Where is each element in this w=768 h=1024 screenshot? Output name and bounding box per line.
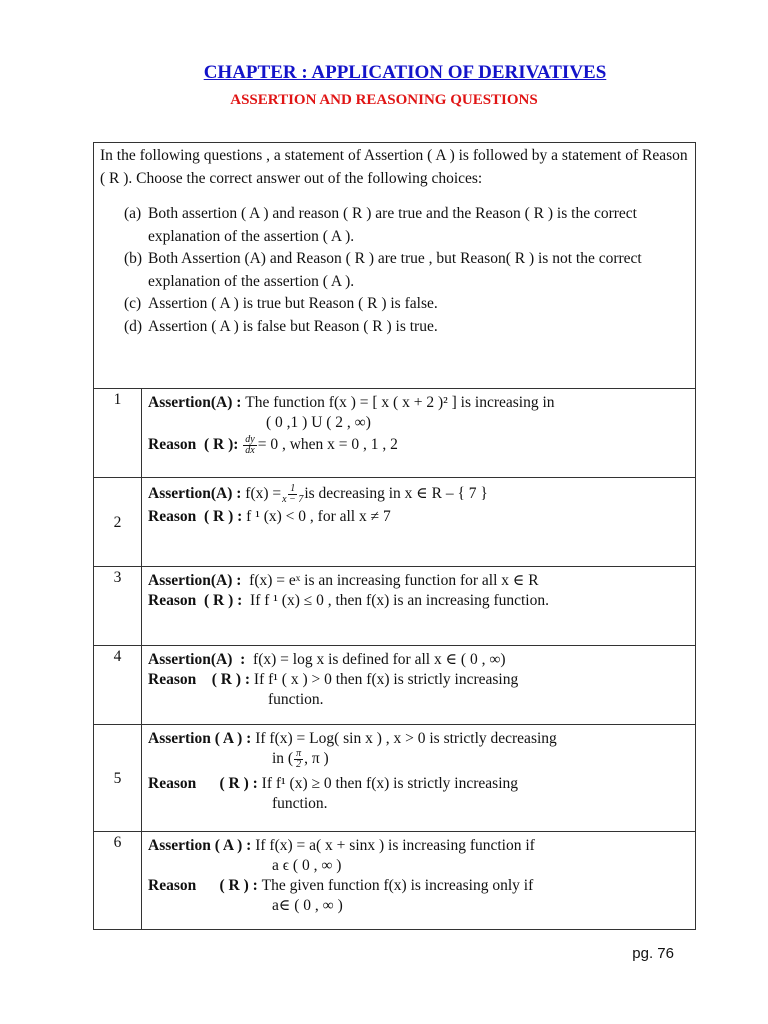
fraction-denominator: dx — [245, 445, 255, 456]
choice-a — [124, 203, 689, 248]
assertion-text: If f(x) = a( x + sinx ) is increasing function if — [255, 837, 535, 854]
question-cell — [142, 646, 696, 725]
fraction-denominator: 2 — [296, 759, 302, 770]
choice-text: Both assertion ( A ) and reason ( R ) are true and the Reason ( R ) is the correct explanation of the assertion ( A ). — [148, 205, 637, 245]
chapter-title: CHAPTER : APPLICATION OF DERIVATIVES — [203, 62, 607, 83]
choice-b — [124, 248, 689, 293]
section-subtitle: ASSERTION AND REASONING QUESTIONS — [230, 92, 538, 108]
assertion-text: f(x) = log x is defined for all x ∈ ( 0 , ∞) — [253, 651, 506, 668]
question-cell — [142, 567, 696, 646]
intro-cell — [94, 143, 696, 389]
reason-text: If f ¹ (x) ≤ 0 , then f(x) is an increasing function. — [250, 592, 549, 609]
reason-continuation: function. — [268, 691, 324, 708]
choice-label: (b) — [124, 250, 143, 267]
question-row — [94, 478, 696, 567]
question-number: 2 — [94, 478, 142, 567]
questions-table — [93, 142, 696, 930]
interval-close: , π ) — [304, 750, 329, 768]
fraction-denominator: x − 7 — [282, 494, 304, 505]
question-cell — [142, 478, 696, 567]
question-row — [94, 725, 696, 832]
choice-text: Assertion ( A ) is true but Reason ( R ) is false. — [148, 295, 438, 312]
intro-row — [94, 143, 696, 389]
assertion-continuation: ( 0 ,1 ) U ( 2 , ∞) — [266, 414, 371, 431]
assertion-label: Assertion(A) : — [148, 651, 254, 668]
choice-d — [124, 316, 689, 339]
assertion-label: Assertion ( A ) : — [148, 837, 256, 854]
fraction-numerator: 1 — [290, 483, 296, 494]
reason-text: If f¹ (x) ≥ 0 then f(x) is strictly increasing — [261, 775, 518, 792]
choice-label: (c) — [124, 295, 142, 312]
question-row — [94, 832, 696, 930]
question-row — [94, 646, 696, 725]
interval-open: in ( — [272, 750, 294, 768]
fraction — [282, 484, 303, 505]
fraction — [294, 749, 303, 770]
choice-list — [124, 203, 689, 338]
fraction-numerator: dy — [245, 434, 255, 445]
choice-label: (d) — [124, 317, 143, 335]
assertion-text: The function f(x ) = [ x ( x + 2 )² ] is increasing in — [245, 394, 555, 411]
assertion-label: Assertion ( A ) : — [148, 730, 256, 747]
question-number: 6 — [94, 832, 142, 930]
question-cell — [142, 725, 696, 832]
question-number: 3 — [94, 567, 142, 646]
reason-label: Reason ( R ) : — [148, 508, 247, 525]
reason-label: Reason ( R ): — [148, 436, 243, 453]
page-number: pg. 76 — [632, 945, 674, 962]
question-number: 5 — [94, 725, 142, 832]
choice-text: Both Assertion (A) and Reason ( R ) are true , but Reason( R ) is not the correct explanation of the assertion ( A ). — [148, 250, 642, 290]
assertion-continuation — [148, 749, 689, 770]
reason-text: The given function f(x) is increasing only if — [261, 877, 534, 894]
question-number: 4 — [94, 646, 142, 725]
assertion-label: Assertion(A) : — [148, 485, 246, 502]
reason-label: Reason ( R ) : — [148, 877, 262, 894]
reason-label: Reason ( R ) : — [148, 775, 262, 792]
assertion-text: is decreasing in x ∈ R – { 7 } — [304, 485, 488, 502]
assertion-text: f(x) = eˣ is an increasing function for all x ∈ R — [249, 572, 539, 589]
reason-continuation: a∈ ( 0 , ∞ ) — [272, 897, 343, 914]
assertion-label: Assertion(A) : — [148, 572, 250, 589]
choice-label: (a) — [124, 205, 142, 222]
derivative-fraction — [243, 435, 256, 456]
question-cell — [142, 832, 696, 930]
assertion-text: If f(x) = Log( sin x ) , x > 0 is strictly decreasing — [255, 730, 557, 747]
reason-text: If f¹ ( x ) > 0 then f(x) is strictly increasing — [253, 671, 519, 688]
question-row — [94, 389, 696, 478]
intro-text: In the following questions , a statement of Assertion ( A ) is followed by a statement of Reason ( R ). Choose the correct answer out of the following choices: — [100, 147, 688, 187]
question-row — [94, 567, 696, 646]
choice-text: Assertion ( A ) is false but Reason ( R ) is true. — [148, 317, 438, 335]
assertion-continuation: a ϵ ( 0 , ∞ ) — [272, 857, 342, 874]
question-cell — [142, 389, 696, 478]
reason-continuation: function. — [272, 795, 328, 812]
fraction-numerator: π — [296, 748, 302, 759]
reason-text: f ¹ (x) < 0 , for all x ≠ 7 — [246, 508, 391, 525]
choice-c — [124, 293, 689, 316]
assertion-label: Assertion(A) : — [148, 394, 246, 411]
reason-text: = 0 , when x = 0 , 1 , 2 — [257, 436, 398, 453]
reason-label: Reason ( R ) : — [148, 671, 254, 688]
assertion-pre: f(x) = — [245, 485, 282, 502]
question-number: 1 — [94, 389, 142, 478]
reason-label: Reason ( R ) : — [148, 592, 251, 609]
